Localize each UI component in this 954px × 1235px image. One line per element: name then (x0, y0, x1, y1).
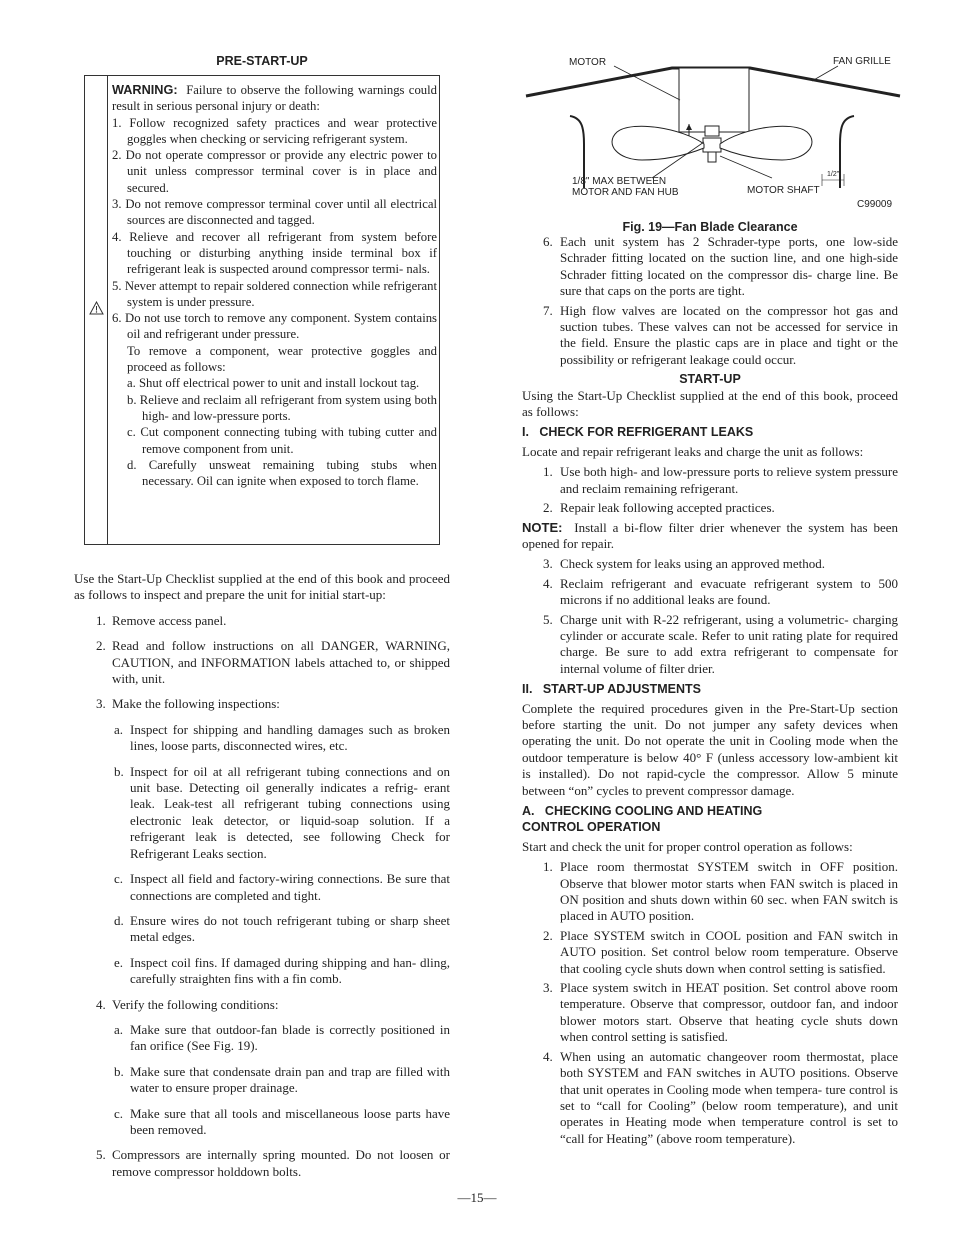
start-up-heading: START-UP (679, 372, 741, 387)
step-item (74, 696, 450, 712)
item-number: 7. (543, 302, 553, 318)
item-text: Place SYSTEM switch in COOL position and FAN switch in AUTO position. Set control below room temperature. Observe that cooling cycle shuts down when control setting is satisfied. (560, 927, 898, 976)
step-text: Compressors are internally spring mounted. Do not loosen or remove compressor holddown bolts. (112, 1147, 450, 1179)
inspection-sub-item (74, 913, 450, 946)
inspection-sub-item (74, 871, 450, 904)
list-item (522, 464, 898, 497)
warning-box (84, 75, 440, 545)
note-text: Install a bi-flow filter drier whenever the system has been opened for repair. (522, 519, 899, 551)
item-text: Each unit system has 2 Schrader-type ports, one low-side Schrader fitting located on the suction line, and one high-side Schrader fitting located on the compressor dis- charge line. Be sure that caps on the ports are tight. (560, 234, 898, 299)
step-number: 4. (96, 996, 106, 1012)
warning-item: 3. Do not remove compressor terminal cover until all electrical sources are disconnected and tagged. (112, 197, 437, 228)
item-number: 1. (543, 859, 553, 875)
item-number: 4. (543, 1048, 553, 1064)
step-item (74, 997, 450, 1013)
step-number: 1. (96, 612, 106, 628)
motor-shaft-label: MOTOR SHAFT (747, 185, 820, 196)
list-item (522, 1049, 898, 1147)
section-1-intro: Locate and repair refrigerant leaks and charge the unit as follows: (522, 443, 864, 459)
list-item (522, 612, 898, 678)
item-text: Repair leak following accepted practices. (560, 500, 775, 516)
warning-item: 5. Never attempt to repair soldered connection while refrigerant system is under pressure. (112, 278, 437, 309)
warning-item: 4. Relieve and recover all refrigerant from system before touching or disturbing anything inside terminal box if refrigerant leak is suspected around compressor termi- nals. (112, 229, 437, 277)
list-item (522, 576, 898, 609)
item-number: 6. (543, 234, 553, 249)
warning-item: 2. Do not operate compressor or provide any electric power to unit unless compressor terminal cover is in place and secured. (112, 148, 437, 195)
warning-icon-column (85, 76, 108, 544)
step-text: Remove access panel. (112, 612, 227, 628)
sub-text: Inspect all field and factory-wiring connections. Be sure that connections are completed and tight. (130, 871, 450, 903)
item-text: Charge unit with R-22 refrigerant, using a volumetric- charging cylinder or accurate scale. Refer to unit rating plate for required charge. Be sure to add extra refrigerant to compensate for internal volume of filter drier. (560, 611, 898, 676)
warning-intro (112, 82, 437, 115)
condition-sub-item (74, 1064, 450, 1097)
step-item (74, 1147, 450, 1180)
sub-letter: a. (114, 721, 124, 737)
item-text: Reclaim refrigerant and evacuate refrigerant system to 500 microns if no additional leaks are found. (560, 575, 898, 608)
sub-letter: b. (114, 1063, 124, 1079)
step-item (74, 613, 450, 629)
section-2-heading: II. START-UP ADJUSTMENTS (522, 682, 701, 697)
item-text: Check system for leaks using an approved method. (560, 556, 825, 572)
inspection-sub-item (74, 955, 450, 988)
note-label: NOTE: (522, 519, 563, 535)
sub-letter: b. (114, 763, 124, 779)
section-a-heading-line-2: CONTROL OPERATION (522, 820, 661, 835)
section-1-heading: I. CHECK FOR REFRIGERANT LEAKS (522, 425, 754, 440)
sub-text: Make sure that all tools and miscellaneous loose parts have been removed. (130, 1105, 450, 1137)
warning-intro-text: Failure to observe the following warnings could result in serious personal injury or death: (112, 83, 437, 114)
inspection-sub-item (74, 722, 450, 755)
section-a-heading-line-1: A. CHECKING COOLING AND HEATING (522, 804, 763, 818)
step-text: Read and follow instructions on all DANGER, WARNING, CAUTION, and INFORMATION labels attached to, or shipped with, unit. (112, 638, 450, 687)
motor-label: MOTOR (569, 57, 607, 68)
start-up-intro: Using the Start-Up Checklist supplied at the end of this book, proceed as follows: (522, 387, 898, 420)
condition-sub-item (74, 1022, 450, 1055)
note-paragraph (522, 520, 898, 553)
page-number: —15— (457, 1190, 497, 1205)
fan-grille-label: FAN GRILLE (833, 56, 891, 67)
max-between-label: 1/8" MAX BETWEEN (572, 176, 667, 187)
section-2-text: Complete the required procedures given in the Pre-Start-Up section before starting the unit. Do not jumper any safety devices when operating the unit. Do not operate the unit in Cooling mode when the outdoor temperature is below 40° F (unless accessory low-ambient kit is installed). Do not rapid-cycle the compressor. Allow 5 minute between “on” cycles to prevent compressor damage. (522, 700, 898, 798)
list-item (522, 234, 898, 300)
list-item (522, 928, 898, 977)
sub-letter: c. (114, 871, 124, 887)
half-inch-label: 1/2" (827, 171, 840, 178)
warning-text (112, 82, 437, 489)
warning-item: 1. Follow recognized safety practices and wear protective goggles when checking or servicing refrigerant system. (112, 115, 437, 146)
item-text: Use both high- and low-pressure ports to relieve system pressure and reclaim remaining refrigerant. (560, 464, 898, 496)
sub-letter: e. (114, 954, 124, 970)
warning-sub-item: c. Cut component connecting tubing with tubing cutter and remove component from unit. (127, 425, 437, 456)
fan-blade-clearance-figure (522, 48, 902, 234)
pre-start-up-intro: Use the Start-Up Checklist supplied at the end of this book and proceed as follows to inspect and prepare the unit for initial start-up: (74, 571, 450, 603)
pre-start-up-heading: PRE-START-UP (216, 54, 308, 68)
item-text: High flow valves are located on the compressor hot gas and suction tubes. These valves can not be accessed for service in the field. Ensure the plastic caps are in place and tight or the possibility or refrigerant leakage could occur. (560, 302, 898, 367)
warning-sub-item: a. Shut off electrical power to unit and install lockout tag. (127, 376, 420, 391)
list-item (522, 556, 898, 572)
item-number: 4. (543, 575, 553, 591)
sub-text: Make sure that condensate drain pan and trap are filled with water to ensure proper drainage. (130, 1063, 450, 1096)
sub-letter: c. (114, 1105, 124, 1121)
item-number: 3. (543, 556, 553, 572)
section-a-heading (522, 803, 898, 836)
list-item (522, 500, 898, 516)
list-item (522, 980, 898, 1046)
step-text: Verify the following conditions: (112, 996, 279, 1012)
item-text: Place room thermostat SYSTEM switch in OFF position. Observe that blower motor starts when FAN switch is placed in ON position and shuts down within 60 sec. when FAN switch is placed in AUTO position. (560, 859, 898, 924)
item-number: 1. (543, 464, 553, 480)
warning-sub-item: b. Relieve and reclaim all refrigerant from system using both high- and low-pressure ports. (127, 392, 437, 423)
sub-text: Make sure that outdoor-fan blade is correctly positioned in fan orifice (See Fig. 19). (130, 1021, 450, 1054)
item-number: 2. (543, 500, 553, 516)
step-number: 2. (96, 638, 106, 654)
item-number: 3. (543, 980, 553, 996)
warning-triangle-icon (89, 301, 104, 315)
max-between-label-2: MOTOR AND FAN HUB (572, 187, 679, 198)
figure-caption: Fig. 19—Fan Blade Clearance (622, 220, 798, 234)
sub-letter: d. (114, 912, 124, 928)
item-number: 2. (543, 927, 553, 943)
list-item (522, 303, 898, 369)
warning-sub-item: d. Carefully unsweat remaining tubing stubs when necessary. Oil can ignite when exposed to torch flame. (127, 457, 437, 489)
sub-text: Inspect for oil at all refrigerant tubing connections and on unit base. Detecting oil generally indicates a refrig- erant leak. Leak-test all refrigerant tubing connections using electronic leak detector, or liquid-soap solution. If a refrigerant leak is detected, see following Check for Refrigerant Leaks section. (130, 763, 450, 861)
figure-code: C99009 (857, 199, 893, 210)
warning-item: 6. Do not use torch to remove any component. System contains oil and refrigerant under pressure. (112, 311, 437, 342)
warning-label: WARNING: (112, 83, 178, 97)
step-item (74, 638, 450, 687)
remove-component-intro: To remove a component, wear protective goggles and proceed as follows: (127, 343, 437, 375)
sub-text: Inspect for shipping and handling damages such as broken lines, loose parts, disconnected wires, etc. (130, 721, 450, 754)
step-number: 5. (96, 1147, 106, 1163)
left-column-body (74, 571, 450, 1189)
sub-text: Inspect coil fins. If damaged during shipping and han- dling, carefully straighten fins with a fin comb. (130, 954, 450, 987)
item-text: When using an automatic changeover room thermostat, place both SYSTEM and FAN switches in AUTO positions. Observe that unit operates in Cooling mode when tempera- ture control is set to “call for Cooling” (below room temperature), and unit operates in Heating mode when temperature control is set to “call for Heating” (above room temperature). (560, 1048, 898, 1146)
item-text: Place system switch in HEAT position. Set control above room temperature. Observe that compressor, outdoor fan, and indoor blower motors start. Observe that heating cycle shuts down when control setting is satisfied. (560, 980, 898, 1045)
sub-text: Ensure wires do not touch refrigerant tubing or sharp sheet metal edges. (130, 912, 450, 945)
condition-sub-item (74, 1106, 450, 1139)
section-a-intro: Start and check the unit for proper control operation as follows: (522, 838, 853, 854)
step-text: Make the following inspections: (112, 696, 280, 712)
step-number: 3. (96, 696, 106, 712)
sub-letter: a. (114, 1021, 124, 1037)
item-number: 5. (543, 611, 553, 627)
list-item (522, 859, 898, 925)
right-column-body (522, 234, 898, 1150)
inspection-sub-item (74, 764, 450, 862)
